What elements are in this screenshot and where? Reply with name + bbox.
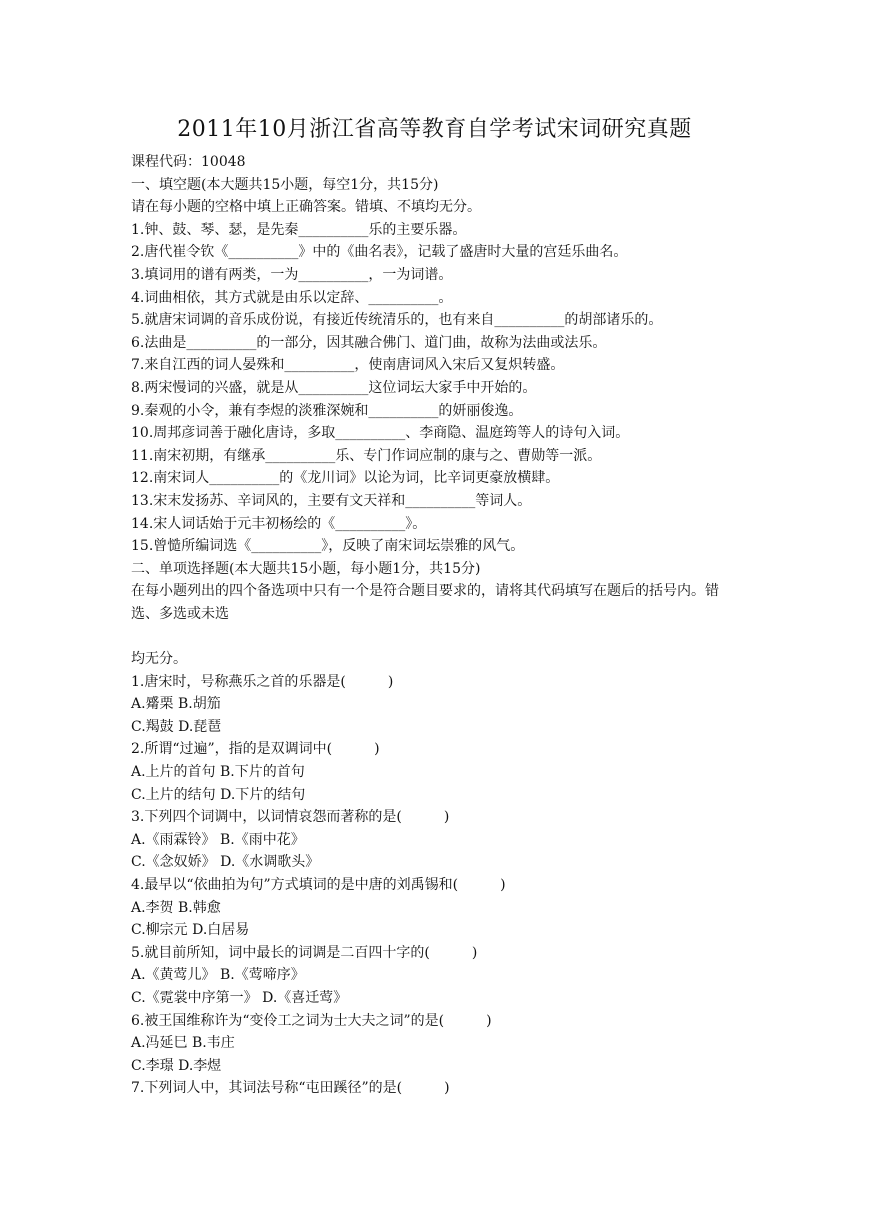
choice-question: 6.被王国维称许为“变伶工之词为士大夫之词”的是( ) (131, 1012, 492, 1029)
fill-blank-question: 5.就唐宋词调的音乐成份说，有接近传统清乐的，也有来自__________的胡部诸乐的。 (131, 312, 663, 329)
fill-blank-question: 6.法曲是__________的一部分，因其融合佛门、道门曲，故称为法曲或法乐。 (131, 334, 607, 351)
section-1-questions (131, 219, 731, 558)
choice-question: 2.所谓“过遍”，指的是双调词中( ) (131, 741, 380, 758)
choice-question: 3.下列四个词调中，以词情哀怨而著称的是( ) (131, 809, 450, 826)
section-2-instruction: 在每小题列出的四个备选项中只有一个是符合题目要求的，请将其代码填写在题后的括号内。错选、多选或未选 (131, 583, 719, 622)
choice-question: 5.就目前所知，词中最长的词调是二百四十字的( ) (131, 944, 478, 961)
choice-options: A.《黄莺儿》 B.《莺啼序》 (131, 967, 305, 984)
choice-options: C.《念奴娇》 D.《水调歌头》 (131, 854, 320, 871)
fill-blank-question: 14.宋人词话始于元丰初杨绘的《__________》。 (131, 515, 427, 532)
fill-blank-question: 8.两宋慢词的兴盛，就是从__________这位词坛大家手中开始的。 (131, 379, 537, 396)
fill-blank-question: 13.宋末发扬苏、辛词风的，主要有文天祥和__________等词人。 (131, 492, 532, 509)
fill-blank-question: 15.曾慥所编词选《__________》，反映了南宋词坛崇雅的风气。 (131, 538, 525, 555)
choice-options: C.李璟 D.李煜 (131, 1057, 222, 1074)
choice-options: C.上片的结句 D.下片的结句 (131, 786, 306, 803)
choice-options: A.上片的首句 B.下片的首句 (131, 764, 305, 781)
section-1-instruction: 请在每小题的空格中填上正确答案。错填、不填均无分。 (131, 199, 481, 216)
fill-blank-question: 10.周邦彦词善于融化唐诗，多取__________、李商隐、温庭筠等人的诗句入词。 (131, 425, 630, 442)
section-1-heading: 一、填空题(本大题共15小题，每空1分，共15分) (131, 176, 439, 193)
choice-options: A.冯延巳 B.韦庄 (131, 1035, 235, 1052)
fill-blank-question: 1.钟、鼓、琴、瑟，是先秦__________乐的主要乐器。 (131, 221, 467, 238)
fill-blank-question: 11.南宋初期，有继承__________乐、专门作词应制的康与之、曹勋等一派。 (131, 447, 602, 464)
document-body (131, 151, 731, 1100)
fill-blank-question: 3.填词用的谱有两类，一为__________，一为词谱。 (131, 266, 453, 283)
document-title: 2011年10月浙江省高等教育自学考试宋词研究真题 (177, 117, 692, 142)
choice-options: A.《雨霖铃》 B.《雨中花》 (131, 831, 305, 848)
choice-options: A.觱栗 B.胡笳 (131, 696, 221, 713)
fill-blank-question: 4.词曲相依，其方式就是由乐以定辞、__________。 (131, 289, 453, 306)
choice-options: C.《霓裳中序第一》 D.《喜迁莺》 (131, 989, 348, 1006)
choice-options: C.柳宗元 D.白居易 (131, 922, 250, 939)
choice-question: 4.最早以“依曲拍为句”方式填词的是中唐的刘禹锡和( ) (131, 877, 506, 893)
section-2-heading: 二、单项选择题(本大题共15小题，每小题1分，共15分) (131, 560, 481, 577)
section-2-instruction-continued: 均无分。 (131, 651, 187, 668)
choice-options: A.李贺 B.韩愈 (131, 899, 221, 916)
course-code: 课程代码：10048 (131, 154, 246, 170)
fill-blank-question: 12.南宋词人__________的《龙川词》以论为词，比辛词更豪放横肆。 (131, 470, 560, 487)
blank-gap (131, 625, 731, 648)
choice-question: 1.唐宋时，号称燕乐之首的乐器是( ) (131, 673, 394, 690)
fill-blank-question: 9.秦观的小令，兼有李煜的淡雅深婉和__________的妍丽俊逸。 (131, 402, 523, 419)
fill-blank-question: 7.来自江西的词人晏殊和__________，使南唐词风入宋后又复炽转盛。 (131, 357, 565, 374)
choice-question: 7.下列词人中，其词法号称“屯田蹊径”的是( ) (131, 1080, 450, 1097)
fill-blank-question: 2.唐代崔令钦《__________》中的《曲名表》，记载了盛唐时大量的宫廷乐曲名。 (131, 244, 628, 261)
section-2-items (131, 671, 731, 1100)
choice-options: C.羯鼓 D.琵琶 (131, 718, 222, 735)
